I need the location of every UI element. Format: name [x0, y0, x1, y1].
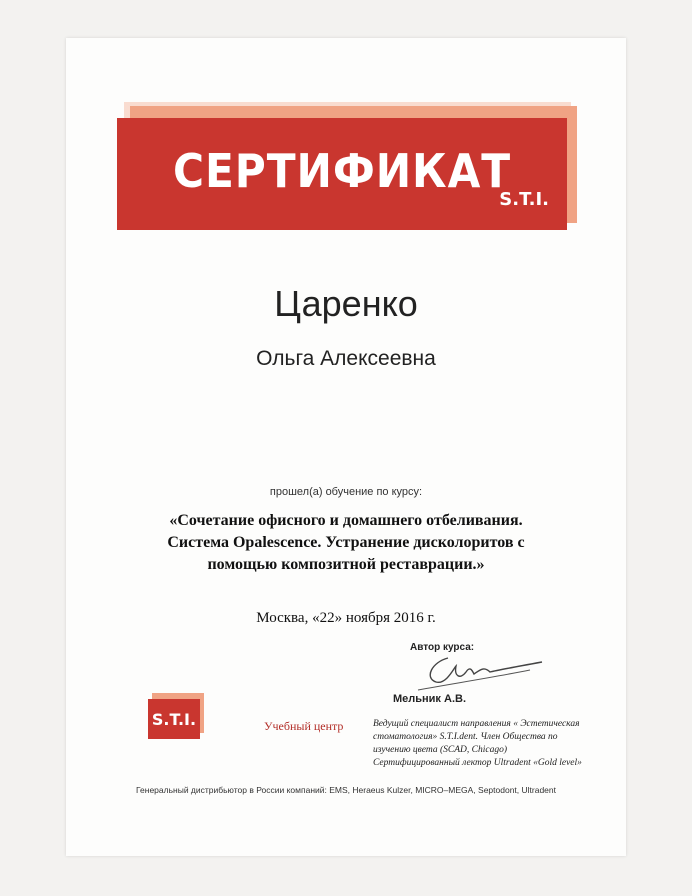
- training-center-label: Учебный центр: [264, 719, 344, 733]
- logo-block: [148, 699, 200, 739]
- place-and-date: Москва, «22» ноября 2016 г.: [256, 610, 436, 626]
- course-title-line: помощью композитной реставрации.»: [207, 556, 485, 573]
- distributor-footer: Генеральный дистрибьютор в России компаний: EMS, Heraeus Kulzer, MICRO–MEGA, Septodont, Ultradent: [135, 785, 556, 795]
- author-description-line: стоматология» S.T.I.dent. Член Общества по: [373, 732, 558, 742]
- author-description-line: Ведущий специалист направления « Эстетическая: [373, 719, 580, 729]
- certificate-banner: [117, 118, 567, 230]
- certificate-title: СЕРТИФИКАТ: [172, 144, 512, 198]
- course-title-line: «Сочетание офисного и домашнего отбеливания.: [169, 512, 523, 529]
- recipient-surname: Царенко: [274, 283, 418, 324]
- author-description-line: изучению цвета (SCAD, Chicago): [373, 745, 507, 755]
- signature-image: [410, 648, 550, 693]
- training-center-logo: [148, 697, 204, 739]
- course-title: [140, 510, 552, 576]
- author-label: Автор курса:: [410, 642, 475, 653]
- recipient-given-names: Ольга Алексеевна: [256, 347, 436, 370]
- author-description-line: Сертифицированный лектор Ultradent «Gold level»: [373, 758, 582, 768]
- passed-course-text: прошел(а) обучение по курсу:: [269, 486, 423, 498]
- author-description: [373, 718, 613, 770]
- author-name: Мельник А.В.: [393, 693, 466, 705]
- logo-text: S.T.I.: [151, 710, 197, 729]
- course-title-line: Система Opalescence. Устранение дисколоритов с: [167, 534, 525, 551]
- sti-logo: S.T.I.: [499, 189, 549, 210]
